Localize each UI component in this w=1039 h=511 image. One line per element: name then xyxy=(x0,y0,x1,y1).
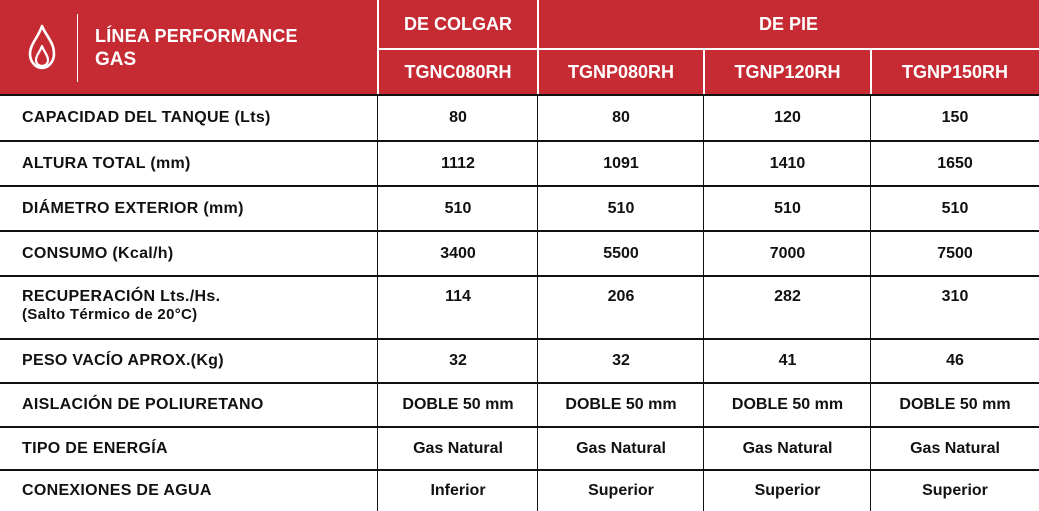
row-divider xyxy=(0,185,1039,187)
row-value: 206 xyxy=(607,288,635,305)
row-value: 1112 xyxy=(441,155,475,172)
header-divider xyxy=(703,49,705,95)
row-value: 120 xyxy=(774,109,801,126)
row-value: 41 xyxy=(778,352,797,369)
row-value: Inferior xyxy=(430,482,486,499)
row-value: DOBLE 50 mm xyxy=(731,396,844,413)
flame-icon xyxy=(28,24,56,70)
model-header: TGNC080RH xyxy=(404,62,512,82)
model-header: TGNP080RH xyxy=(567,62,675,82)
brand-divider xyxy=(77,14,78,82)
row-label-note: (Salto Térmico de 20°C) xyxy=(22,306,198,323)
row-value: 5500 xyxy=(603,245,639,262)
header-divider xyxy=(378,48,1039,50)
row-value: 80 xyxy=(612,109,630,126)
row-label: TIPO DE ENERGÍA xyxy=(22,440,168,457)
model-header: TGNP150RH xyxy=(901,62,1009,82)
row-value: 510 xyxy=(774,200,801,217)
row-value: 150 xyxy=(941,109,969,126)
row-label: CONSUMO (Kcal/h) xyxy=(22,245,174,262)
row-value: 1410 xyxy=(769,155,806,172)
row-label: PESO VACÍO APROX.(Kg) xyxy=(22,352,224,369)
row-divider xyxy=(0,338,1039,340)
row-value: DOBLE 50 mm xyxy=(565,396,677,413)
row-divider xyxy=(0,230,1039,232)
column-divider xyxy=(870,95,871,511)
row-divider xyxy=(0,382,1039,384)
row-value: 7000 xyxy=(769,245,806,262)
row-value: Gas Natural xyxy=(576,440,666,457)
row-divider xyxy=(0,426,1039,428)
row-divider xyxy=(0,469,1039,471)
group-de-pie: DE PIE xyxy=(758,13,819,34)
row-label: AISLACIÓN DE POLIURETANO xyxy=(22,396,264,413)
row-value: 510 xyxy=(941,200,969,217)
row-value: Superior xyxy=(754,482,821,499)
table-header xyxy=(0,0,1039,95)
row-value: 1091 xyxy=(603,155,639,172)
row-value: Superior xyxy=(922,482,988,499)
row-label: CAPACIDAD DEL TANQUE (Lts) xyxy=(22,109,271,126)
column-divider xyxy=(377,95,378,511)
brand-subtitle: GAS xyxy=(95,49,137,70)
row-value: 282 xyxy=(774,288,801,305)
row-value: 510 xyxy=(444,200,472,217)
row-label: CONEXIONES DE AGUA xyxy=(22,482,212,499)
row-value: Gas Natural xyxy=(413,440,503,457)
row-divider xyxy=(0,94,1039,96)
row-value: 114 xyxy=(445,288,471,305)
model-header: TGNP120RH xyxy=(734,62,841,82)
brand-title: LÍNEA PERFORMANCE xyxy=(95,26,298,46)
row-value: 46 xyxy=(946,352,964,369)
row-value: 32 xyxy=(449,352,467,369)
column-divider xyxy=(703,95,704,511)
row-divider xyxy=(0,275,1039,277)
group-de-colgar: DE COLGAR xyxy=(404,13,512,34)
row-value: Gas Natural xyxy=(910,440,1000,457)
row-value: 80 xyxy=(449,109,467,126)
row-value: 1650 xyxy=(937,155,973,172)
row-value: 310 xyxy=(941,288,969,305)
brand-block xyxy=(0,0,378,95)
column-divider xyxy=(537,95,538,511)
row-label: DIÁMETRO EXTERIOR (mm) xyxy=(22,200,244,217)
row-value: Gas Natural xyxy=(742,440,833,457)
row-value: 32 xyxy=(612,352,630,369)
row-value: Superior xyxy=(588,482,654,499)
row-divider xyxy=(0,140,1039,142)
row-value: DOBLE 50 mm xyxy=(899,396,1011,413)
row-value: 510 xyxy=(607,200,635,217)
row-value: 3400 xyxy=(440,245,476,262)
header-divider xyxy=(870,49,872,95)
row-value: 7500 xyxy=(937,245,973,262)
row-label: RECUPERACIÓN Lts./Hs. xyxy=(22,288,221,305)
row-value: DOBLE 50 mm xyxy=(402,396,514,413)
row-label: ALTURA TOTAL (mm) xyxy=(22,155,191,172)
